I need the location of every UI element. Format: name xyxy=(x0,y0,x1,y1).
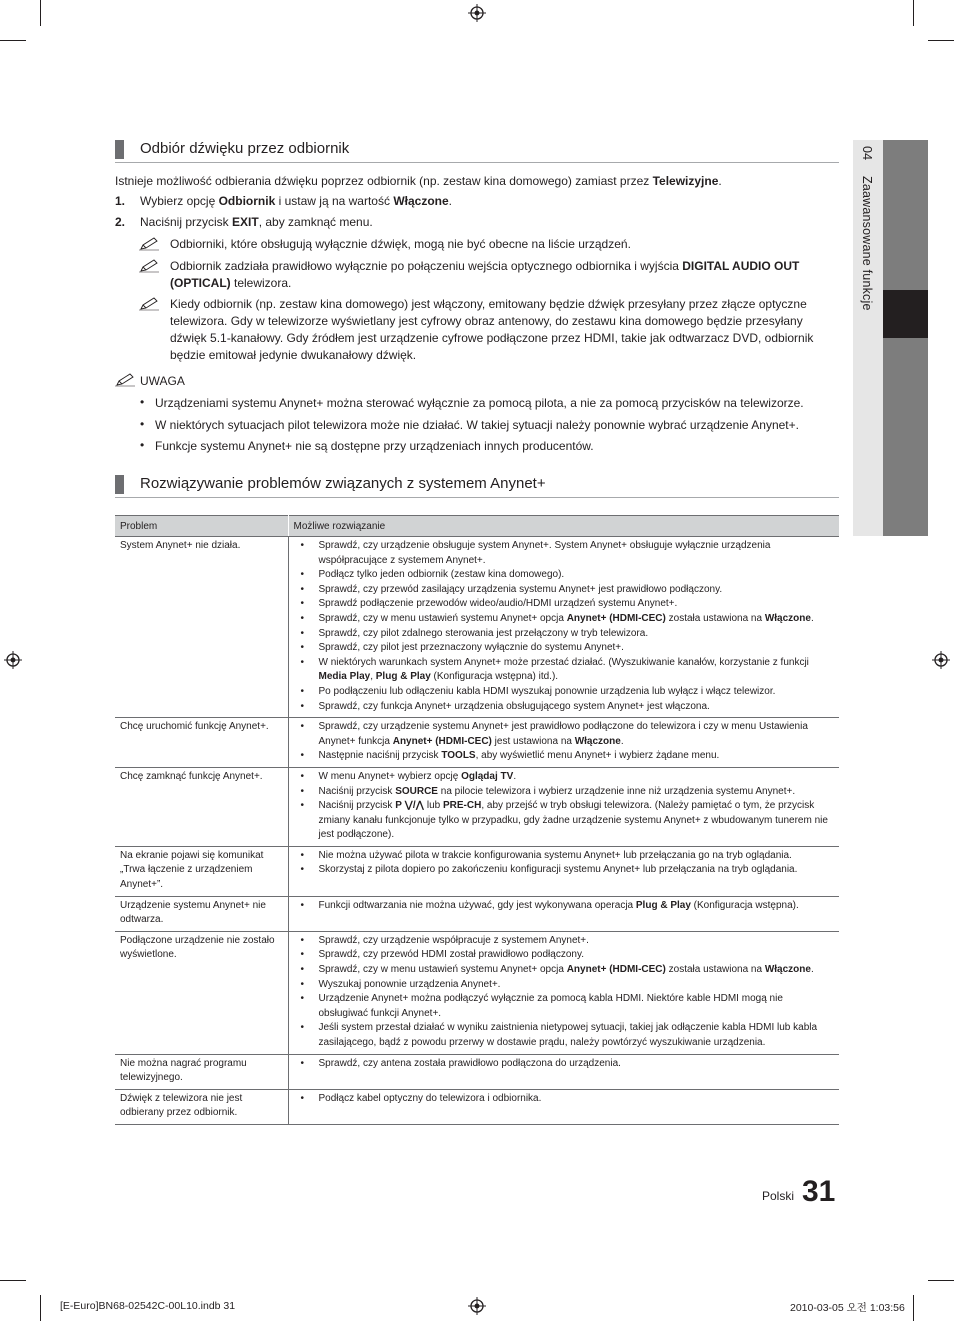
solution-cell xyxy=(288,537,839,718)
heading-bar xyxy=(115,475,124,494)
solution-cell xyxy=(288,767,839,846)
heading-bar xyxy=(115,140,124,159)
crop-mark xyxy=(40,0,41,26)
registration-mark-icon xyxy=(468,1297,486,1315)
problem-cell: Nie można nagrać programu telewizyjnego. xyxy=(115,1054,288,1089)
solution-list xyxy=(294,1057,835,1072)
file-info: [E-Euro]BN68-02542C-00L10.indb 31 xyxy=(60,1300,236,1312)
crop-mark xyxy=(928,1280,954,1281)
solution-item: • Podłącz tylko jeden odbiornik (zestaw kina domowego). xyxy=(294,568,835,583)
solution-item: • Sprawdź, czy antena została prawidłowo podłączona do urządzenia. xyxy=(294,1057,835,1072)
bullet: • xyxy=(140,438,145,452)
crop-mark xyxy=(913,1295,914,1321)
warning-3: Funkcje systemu Anynet+ nie są dostępne przy urządzeniach innych producentów. xyxy=(155,439,594,453)
note-pencil-icon xyxy=(139,237,159,251)
page-number: 31 xyxy=(802,1175,836,1208)
header-solution: Możliwe rozwiązanie xyxy=(288,516,839,537)
warning-label: UWAGA xyxy=(140,374,185,388)
side-tab-marker xyxy=(883,290,928,338)
solution-item: • Sprawdź, czy urządzenie współpracuje z systemem Anynet+. xyxy=(294,934,835,949)
solution-item: • Sprawdź, czy przewód HDMI został prawidłowo podłączony. xyxy=(294,948,835,963)
chapter-number: 04 xyxy=(860,146,874,161)
solution-item: • Sprawdź, czy przewód zasilający urządzenia systemu Anynet+ jest prawidłowo podłączony. xyxy=(294,583,835,598)
bullet: • xyxy=(140,395,145,409)
solution-item: • W niektórych warunkach system Anynet+ może przestać działać. (Wyszukiwanie kanałów, korzystanie z funkcji Media Play, Plug & Play (Konfiguracja wstępna) itd.). xyxy=(294,656,835,685)
problem-cell: System Anynet+ nie działa. xyxy=(115,537,288,718)
bullet: • xyxy=(140,417,145,431)
note-1: Odbiorniki, które obsługują wyłącznie dźwięk, mogą nie być obecne na liście urządzeń. xyxy=(170,237,631,251)
side-tab-label xyxy=(860,146,874,311)
solution-item: • Podłącz kabel optyczny do telewizora i odbiornika. xyxy=(294,1092,835,1107)
intro-paragraph: Istnieje możliwość odbierania dźwięku poprzez odbiornik (np. zestaw kina domowego) zamiast przez Telewizyjne. xyxy=(115,174,722,188)
solution-item: • Skorzystaj z pilota dopiero po zakończeniu konfiguracji systemu Anynet+ lub przełączania na tryb oglądania. xyxy=(294,863,835,878)
crop-mark xyxy=(0,1280,26,1281)
solution-item: • Sprawdź, czy funkcja Anynet+ urządzenia obsługującego system Anynet+ jest włączona. xyxy=(294,700,835,715)
problem-cell: Podłączone urządzenie nie zostało wyświetlone. xyxy=(115,931,288,1054)
note-3: Kiedy odbiornik (np. zestaw kina domowego) jest włączony, emitowany będzie dźwięk przesyłany przez złącze optyczne telewizora. Gdy w telewizorze wyświetlany jest cyfrowy obraz antenowy, do zestawu kina domowego będzie przesyłany dźwięk 5.1-kanałowy. Gdy źródłem jest urządzenie cyfrowe podłączone przez HDMI, takie jak odtwarzacz DVD, odbiornik będzie emitował jedynie dwukanałowy dźwięk. xyxy=(170,297,814,362)
table-row xyxy=(115,1089,839,1124)
solution-item: • Wyszukaj ponownie urządzenia Anynet+. xyxy=(294,978,835,993)
solution-item: • Naciśnij przycisk P ⋁/⋀ lub PRE-CH, aby przejść w tryb obsługi telewizora. (Należy pamiętać o tym, że przycisk zmiany kanału funkcjonuje tylko w przypadku, gdy żadne urządzenie systemu Anynet+ z wbudowanym tunerem nie jest podłączone). xyxy=(294,799,835,843)
header-problem: Problem xyxy=(115,516,288,537)
side-tab-strip xyxy=(883,140,928,536)
solution-item: • Sprawdź, czy pilot jest przeznaczony wyłącznie do systemu Anynet+. xyxy=(294,641,835,656)
note-pencil-icon xyxy=(115,373,135,387)
solution-item: • Urządzenie Anynet+ można podłączyć wyłącznie za pomocą kabla HDMI. Niektóre kable HDMI mogą nie obsługiwać funkcji Anynet+. xyxy=(294,992,835,1021)
solution-cell xyxy=(288,846,839,896)
registration-mark-icon xyxy=(4,651,22,669)
crop-mark xyxy=(40,1295,41,1321)
solution-cell xyxy=(288,718,839,768)
solution-item: • Naciśnij przycisk SOURCE na pilocie telewizora i wybierz urządzenie inne niż urządzenia systemu Anynet+. xyxy=(294,785,835,800)
note-2: Odbiornik zadziała prawidłowo wyłącznie po połączeniu wejścia optycznego odbiornika i wyjścia DIGITAL AUDIO OUT (OPTICAL) telewizora. xyxy=(170,259,800,290)
footer-language: Polski xyxy=(762,1189,795,1203)
crop-mark xyxy=(0,40,26,41)
problem-cell: Chcę zamknąć funkcję Anynet+. xyxy=(115,767,288,846)
problem-cell: Chcę uruchomić funkcję Anynet+. xyxy=(115,718,288,768)
solution-item: • Sprawdź, czy urządzenie obsługuje system Anynet+. System Anynet+ obsługuje wyłącznie urządzenia współpracujące z systemem Anynet+. xyxy=(294,539,835,568)
crop-mark xyxy=(913,0,914,26)
problem-cell: Urządzenie systemu Anynet+ nie odtwarza. xyxy=(115,896,288,931)
solution-cell xyxy=(288,896,839,931)
table-row xyxy=(115,537,839,718)
solution-list xyxy=(294,720,835,764)
section-heading-troubleshooting xyxy=(115,473,839,498)
solution-list xyxy=(294,1092,835,1107)
problem-cell: Na ekranie pojawi się komunikat „Trwa łączenie z urządzeniem Anynet+”. xyxy=(115,846,288,896)
solution-item: • Sprawdź, czy w menu ustawień systemu Anynet+ opcja Anynet+ (HDMI-CEC) została ustawiona na Włączone. xyxy=(294,963,835,978)
table-row xyxy=(115,896,839,931)
solution-list xyxy=(294,899,835,914)
section-title: Odbiór dźwięku przez odbiornik xyxy=(140,140,350,157)
solution-item: • Funkcji odtwarzania nie można używać, gdy jest wykonywana operacja Plug & Play (Konfiguracja wstępna). xyxy=(294,899,835,914)
solution-item: • Jeśli system przestał działać w wyniku zaistnienia nietypowej sytuacji, takiej jak odłączenie kabla HDMI lub kabla zasilającego, bądź z powodu przerwy w dostawie prądu, należy powtórzyć wyszukiwanie urządzenia. xyxy=(294,1021,835,1050)
solution-item: • Następnie naciśnij przycisk TOOLS, aby wyświetlić menu Anynet+ i wybierz żądane menu. xyxy=(294,749,835,764)
section-title: Rozwiązywanie problemów związanych z systemem Anynet+ xyxy=(140,475,546,492)
solution-list xyxy=(294,934,835,1051)
print-timestamp: 2010-03-05 오전 1:03:56 xyxy=(790,1302,905,1314)
solution-item: • Sprawdź, czy pilot zdalnego sterowania jest przełączony w tryb telewizora. xyxy=(294,627,835,642)
troubleshooting-table xyxy=(115,515,839,1125)
problem-cell: Dźwięk z telewizora nie jest odbierany przez odbiornik. xyxy=(115,1089,288,1124)
solution-item: • Po podłączeniu lub odłączeniu kabla HDMI wyszukaj ponownie urządzenia lub wyłącz i włącz telewizor. xyxy=(294,685,835,700)
table-header-row xyxy=(115,516,839,537)
solution-item: • Sprawdź, czy urządzenie systemu Anynet+ jest prawidłowo podłączone do telewizora i czy w menu Ustawienia Anynet+ funkcja Anynet+ (HDMI-CEC) jest ustawiona na Włączone. xyxy=(294,720,835,749)
solution-item: • W menu Anynet+ wybierz opcję Oglądaj TV. xyxy=(294,770,835,785)
note-pencil-icon xyxy=(139,259,159,273)
solution-cell xyxy=(288,1089,839,1124)
table-row xyxy=(115,1054,839,1089)
solution-item: • Sprawdź, czy w menu ustawień systemu Anynet+ opcja Anynet+ (HDMI-CEC) została ustawiona na Włączone. xyxy=(294,612,835,627)
warning-2: W niektórych sytuacjach pilot telewizora może nie działać. W takiej sytuacji należy ponownie wybrać urządzenie Anynet+. xyxy=(155,418,799,432)
chapter-title: Zaawansowane funkcje xyxy=(860,176,874,311)
note-pencil-icon xyxy=(139,297,159,311)
section-heading-receiver xyxy=(115,138,839,163)
registration-mark-icon xyxy=(468,4,486,22)
solution-cell xyxy=(288,931,839,1054)
table-row xyxy=(115,718,839,768)
solution-item: • Sprawdź podłączenie przewodów wideo/audio/HDMI urządzeń systemu Anynet+. xyxy=(294,597,835,612)
solution-cell xyxy=(288,1054,839,1089)
crop-mark xyxy=(928,40,954,41)
table-row xyxy=(115,767,839,846)
solution-list xyxy=(294,849,835,878)
solution-item: • Nie można używać pilota w trakcie konfigurowania systemu Anynet+ lub przełączania go na tryb oglądania. xyxy=(294,849,835,864)
solution-list xyxy=(294,770,835,843)
table-row xyxy=(115,846,839,896)
solution-list xyxy=(294,539,835,714)
table-row xyxy=(115,931,839,1054)
warning-1: Urządzeniami systemu Anynet+ można sterować wyłącznie za pomocą pilota, a nie za pomocą przycisków na telewizorze. xyxy=(155,396,804,410)
registration-mark-icon xyxy=(932,651,950,669)
